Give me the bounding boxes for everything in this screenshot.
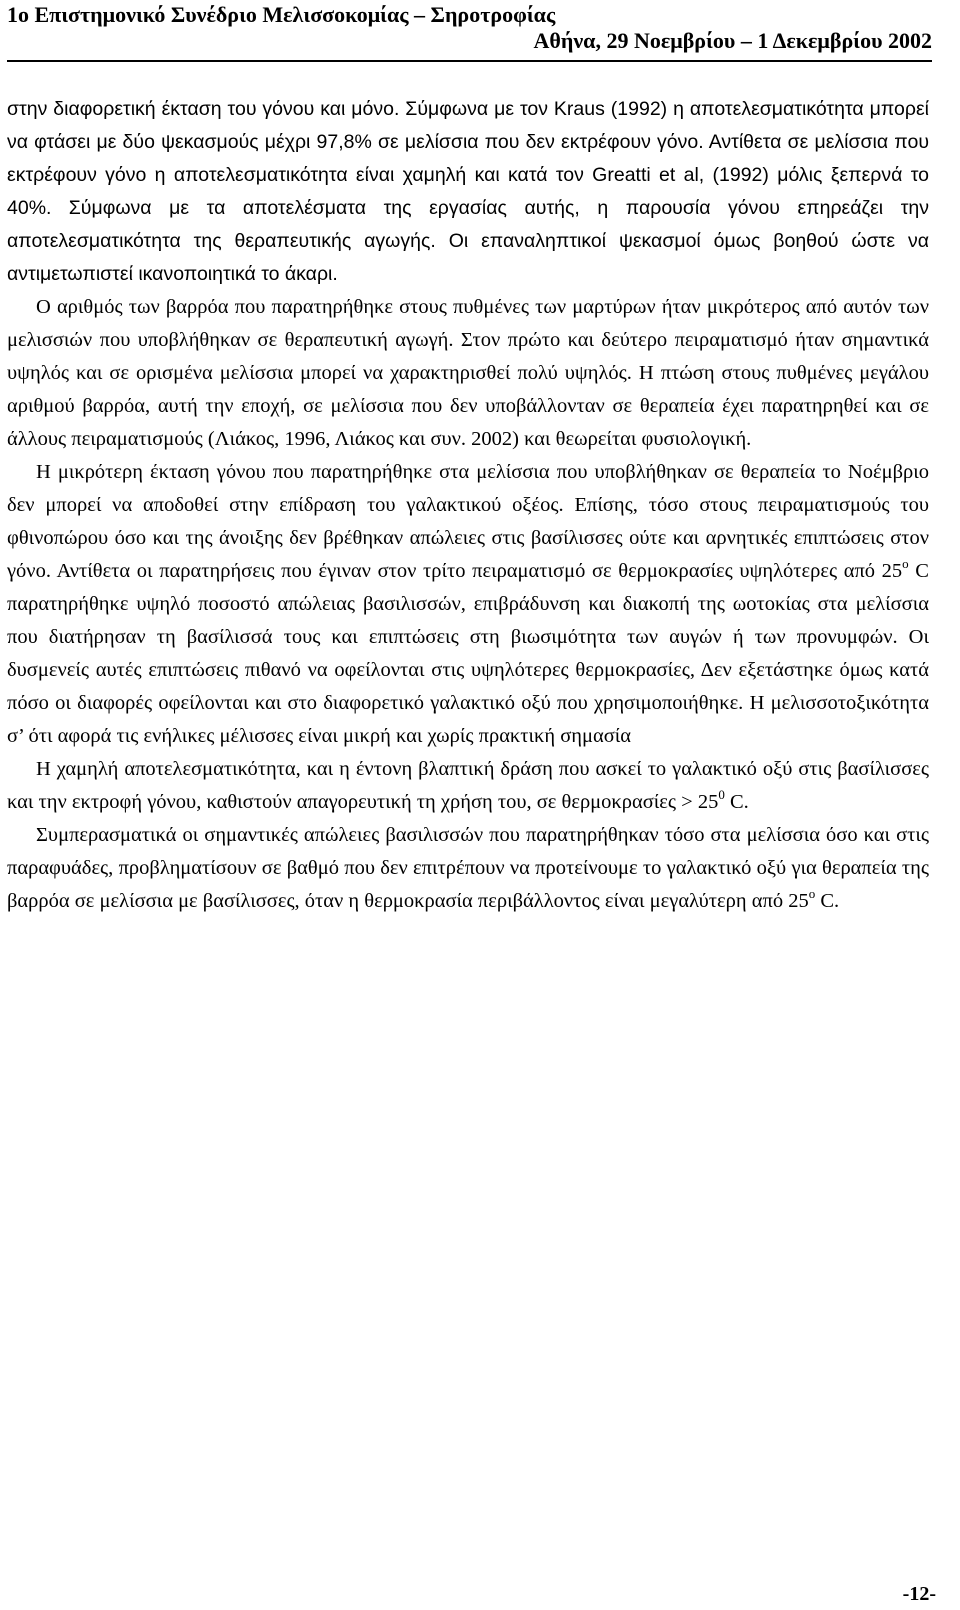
paragraph-1-part-a: στην διαφορετική έκταση του γόνου και μόνο. Σύμφωνα με τον Kraus (1992) η αποτελεσματικότητα μπορεί να φτάσει με δύο ψεκασμούς μέχρι 97,8% σε μελίσσια που δεν εκτρέφουν γόνο. Αντίθετα σε μελίσσια που εκτρέφουν γόνο η αποτελεσματικότητα είναι χαμηλή και κατά τον Greatti et al, (1992) μόλις ξεπερνά το 40%. [7,98,929,219]
degree-superscript: ο [902,556,909,571]
paragraph-1 [7,93,929,291]
degree-superscript: ο [808,886,816,901]
paragraph-4-part-b: C. [724,791,749,813]
paragraph-3-part-b: C παρατηρήθηκε υψηλό ποσοστό απώλειας βασιλισσών, επιβράδυνση και διακοπή της ωοτοκίας στα μελίσσια που διατήρησαν τη βασίλισσά τους και επιπτώσεις στη βιωσιμότητα των αυγών ή των προνυμφών. Οι δυσμενείς αυτές επιπτώσεις πιθανό να οφείλονται στις υψηλότερες θερμοκρασίες, Δεν εξετάστηκε όμως κατά πόσο οι διαφορές οφείλονται και στο διαφορετικό γαλακτικό οξύ που χρησιμοποιήθηκε. Η μελισσοτοξικότητα σ’ ότι αφορά τις ενήλικες μέλισσες είναι μικρή και χωρίς πρακτική σημασία [7,560,929,747]
degree-superscript: 0 [718,787,725,802]
conference-date: Αθήνα, 29 Νοεμβρίου – 1 Δεκεμβρίου 2002 [533,28,932,53]
page-number: -12- [902,1583,936,1605]
paragraph-3-part-a: Η μικρότερη έκταση γόνου που παρατηρήθηκε στα μελίσσια που υποβλήθηκαν σε θεραπεία το Νοέμβριο δεν μπορεί να αποδοθεί στην επίδραση του γαλακτικού οξέος. Επίσης, τόσο στους πειραματισμούς του φθινοπώρου όσο και της άνοιξης δεν βρέθηκαν απώλειες στις βασίλισσες ούτε και αρνητικές επιπτώσεις στον γόνο. Αντίθετα οι παρατηρήσεις που έγιναν στον τρίτο πειραματισμό σε θερμοκρασίες υψηλότερες από 25 [7,461,929,582]
header-divider [7,60,932,62]
document-body [7,93,929,918]
paragraph-2-text: Ο αριθμός των βαρρόα που παρατηρήθηκε στους πυθμένες των μαρτύρων ήταν μικρότερος από αυτόν των μελισσιών που υποβλήθηκαν σε θεραπευτική αγωγή. Στον πρώτο και δεύτερο πειραματισμό ήταν σημαντικά υψηλός και σε ορισμένα μελίσσια μπορεί να χαρακτηρισθεί πολύ υψηλός. Η πτώση στους πυθμένες μεγάλου αριθμού βαρρόα, αυτή την εποχή, σε μελίσσια που δεν υποβάλλονταν σε θεραπεία έχει παρατηρηθεί και σε άλλους πειραματισμούς (Λιάκος, 1996, Λιάκος και συν. 2002) και θεωρείται φυσιολογική. [7,296,929,450]
paragraph-3 [7,456,929,753]
paragraph-4-part-a: Η χαμηλή αποτελεσματικότητα, και η έντονη βλαπτική δράση που ασκεί το γαλακτικό οξύ στις βασίλισσες και την εκτροφή γόνου, καθιστούν απαγορευτική τη χρήση του, σε θερμοκρασίες > 25 [7,758,929,813]
paragraph-5-part-a: Συμπερασματικά οι σημαντικές απώλειες βασιλισσών που παρατηρήθηκαν τόσο στα μελίσσια όσο και στις παραφυάδες, προβληματίσουν σε βαθμό που δεν επιτρέπουν να προτείνουμε το γαλακτικό οξύ για θεραπεία της βαρρόα σε μελίσσια με βασίλισσες, όταν η θερμοκρασία περιβάλλοντος είναι μεγαλύτερη από 25 [7,824,929,912]
paragraph-4 [7,753,929,819]
paragraph-5-part-b: C. [815,890,840,912]
paragraph-1-part-b: Σύμφωνα με τα αποτελέσματα της εργασίας αυτής, η παρουσία γόνου επηρεάζει την αποτελεσματικότητα της θεραπευτικής αγωγής. Οι επαναληπτικοί ψεκασμοί όμως βοηθού ώστε να αντιμετωπιστεί ικανοποιητικά το άκαρι. [7,197,929,285]
paragraph-5 [7,819,929,918]
conference-title: 1ο Επιστημονικό Συνέδριο Μελισσοκομίας – Σηροτροφίας [7,2,556,27]
paragraph-2 [7,291,929,456]
